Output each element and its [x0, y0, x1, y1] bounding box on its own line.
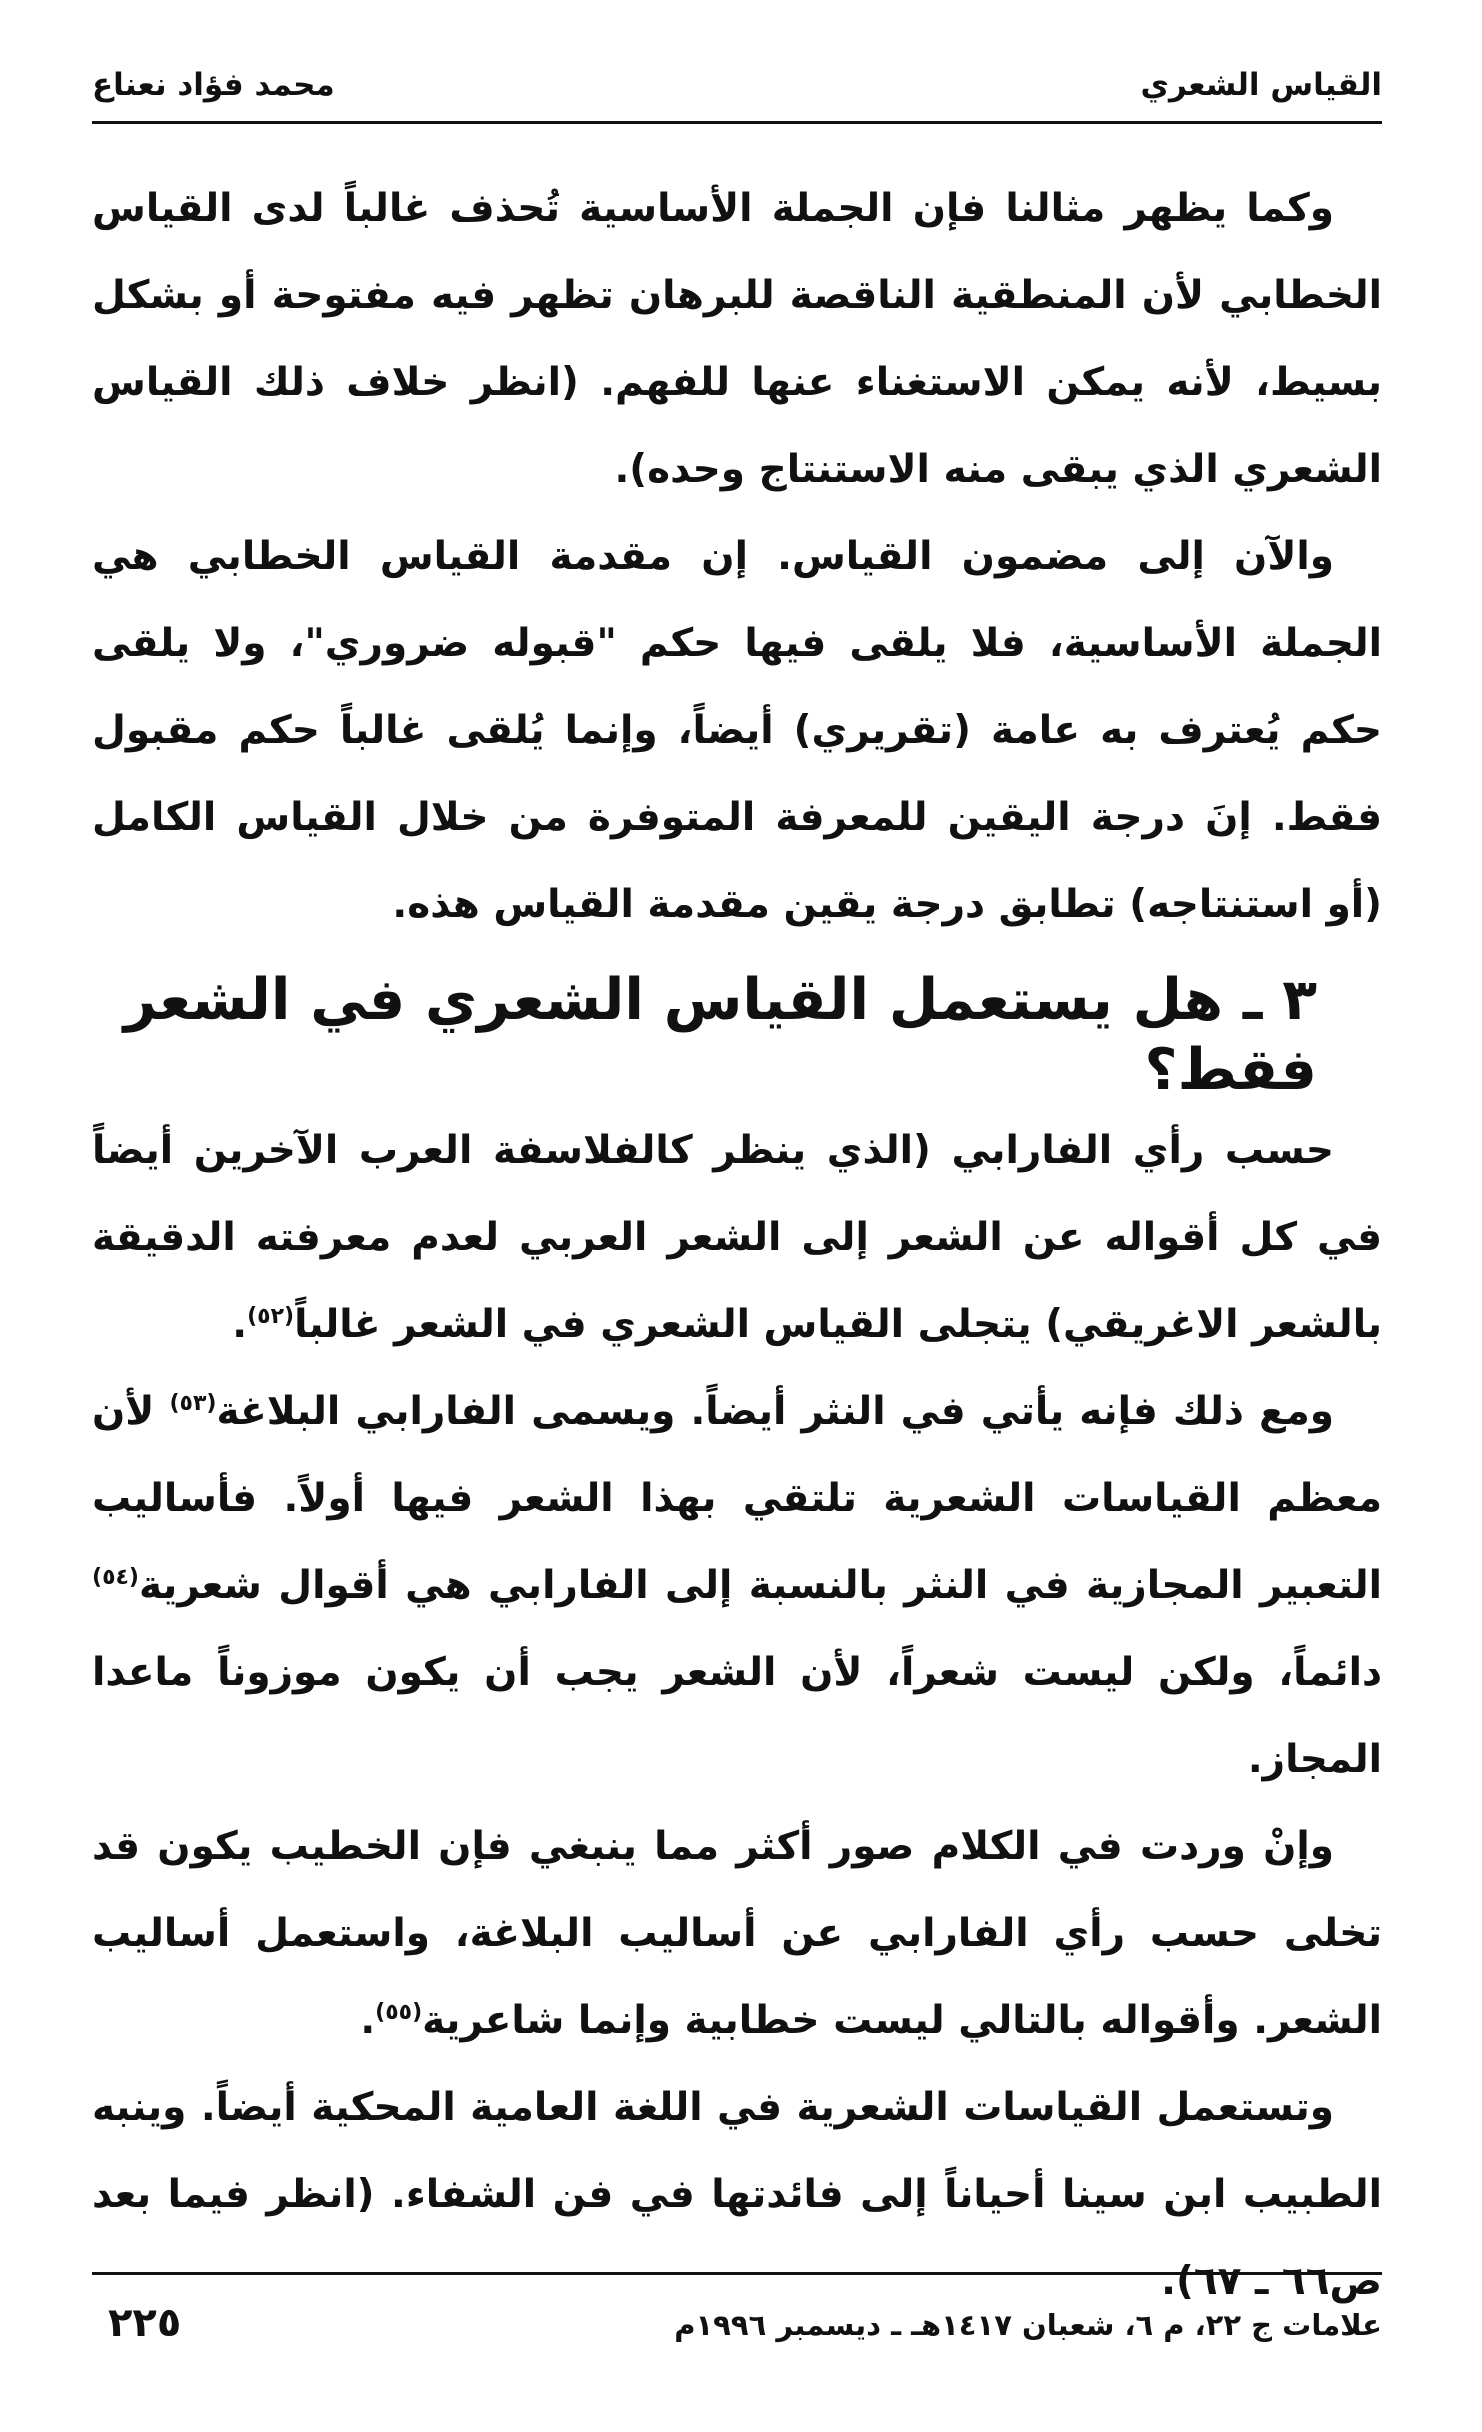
paragraph: وإنْ وردت في الكلام صور أكثر مما ينبغي فإن الخطيب يكون قد تخلى حسب رأي الفارابي عن أساليب البلاغة، واستعمل أساليب الشعر. وأقواله بالتالي ليست خطابية وإنما شاعرية$^{(٥٥)}$.	[92, 1824, 1382, 2043]
paragraph-text: حسب رأي الفارابي (الذي ينظر كالفلاسفة العرب الآخرين أيضاً في كل أقواله عن الشعر إلى الشعر العربي لعدم معرفته الدقيقة بالشعر الاغريقي) يتجلى القياس الشعري في الشعر غالباً	[92, 1128, 1382, 1347]
paragraph-text: لأن معظم القياسات الشعرية تلتقي بهذا الشعر فيها أولاً. فأساليب التعبير المجازية في النثر بالنسبة إلى الفارابي هي أقوال شعرية	[92, 1389, 1382, 1608]
footnote-ref[interactable]: (٥٤)	[92, 1565, 139, 1590]
paragraph: والآن إلى مضمون القياس. إن مقدمة القياس الخطابي هي الجملة الأساسية، فلا يلقى فيها حكم "قبوله ضروري"، ولا يلقى حكم يُعترف به عامة (تقريري) أيضاً، وإنما يُلقى غالباً حكم مقبول فقط. إنَ درجة اليقين للمعرفة المتوفرة من خلال القياس الكامل (أو استنتاجه) تطابق درجة يقين مقدمة القياس هذه.	[92, 534, 1382, 927]
running-header	[92, 55, 1382, 115]
section-2-text	[92, 1107, 1382, 2325]
header-rule	[92, 121, 1382, 124]
footnote-ref[interactable]: (٥٣)	[169, 1391, 217, 1416]
section-1-text	[92, 165, 1382, 948]
footnote-ref[interactable]: (٥٢)	[247, 1304, 295, 1329]
footnote-ref[interactable]: (٥٥)	[375, 2000, 423, 2025]
section-heading: ٣ ـ هل يستعمل القياس الشعري في الشعر فقط؟	[123, 967, 1317, 1103]
journal-citation: علامات ج ٢٢، م ٦، شعبان ١٤١٧هـ ـ ديسمبر ١٩٩٦م	[674, 2308, 1382, 2342]
paragraph-text: وإنْ وردت في الكلام صور أكثر مما ينبغي فإن الخطيب يكون قد تخلى حسب رأي الفارابي عن أساليب البلاغة، واستعمل أساليب الشعر. وأقواله بالتالي ليست خطابية وإنما شاعرية	[92, 1824, 1382, 2043]
paragraph-text: ومع ذلك فإنه يأتي في النثر أيضاً. ويسمى الفارابي البلاغة	[216, 1389, 1335, 1434]
footer-rule	[92, 2272, 1382, 2275]
chapter-title: القياس الشعري	[1140, 67, 1382, 103]
paragraph: وتستعمل القياسات الشعرية في اللغة العامية المحكية أيضاً. وينبه الطبيب ابن سينا أحياناً إلى فائدتها في فن الشفاء. (انظر فيما بعد ص٦٦ ـ ٦٧).	[92, 2085, 1382, 2304]
paragraph: حسب رأي الفارابي (الذي ينظر كالفلاسفة العرب الآخرين أيضاً في كل أقواله عن الشعر إلى الشعر العربي لعدم معرفته الدقيقة بالشعر الاغريقي) يتجلى القياس الشعري في الشعر غالباً$^{(٥٢)}$.	[92, 1128, 1382, 1347]
author-name: محمد فؤاد نعناع	[92, 67, 335, 103]
paragraph	[92, 1368, 1382, 1803]
page-number: ٢٢٥	[108, 2300, 182, 2346]
paragraph: وكما يظهر مثالنا فإن الجملة الأساسية تُحذف غالباً لدى القياس الخطابي لأن المنطقية الناقصة للبرهان تظهر فيه مفتوحة أو بشكل بسيط، لأنه يمكن الاستغناء عنها للفهم. (انظر خلاف ذلك القياس الشعري الذي يبقى منه الاستنتاج وحده).	[92, 186, 1382, 492]
paragraph-text: دائماً، ولكن ليست شعراً، لأن الشعر يجب أن يكون موزوناً ماعدا المجاز.	[92, 1650, 1382, 1782]
